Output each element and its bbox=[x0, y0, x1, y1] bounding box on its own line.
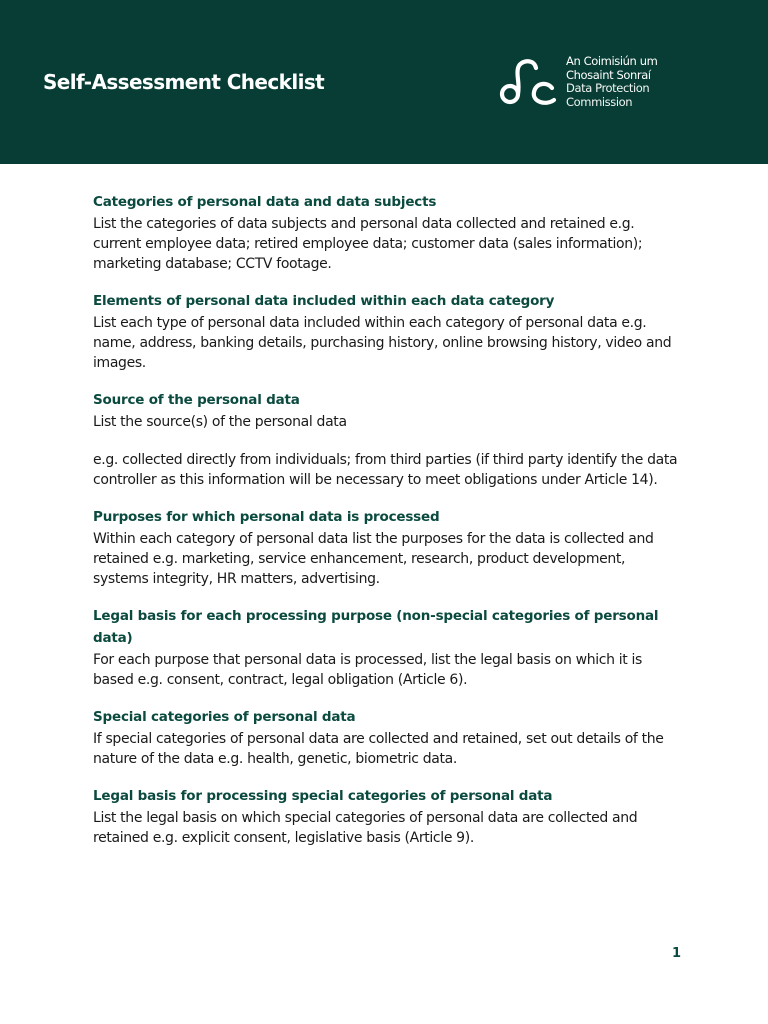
logo-line: Data Protection bbox=[566, 81, 650, 95]
page-number: 1 bbox=[671, 946, 681, 961]
section-heading: Legal basis for each processing purpose (non-special categories of personal data) bbox=[93, 608, 659, 646]
section-body: List the categories of data subjects and personal data collected and retained e.g. current employee data; retired employee data; customer data (sales information); marketing database; CCTV footage. bbox=[93, 216, 643, 272]
page-title: Self-Assessment Checklist bbox=[43, 70, 325, 94]
section-body: List the legal basis on which special categories of personal data are collected and retained e.g. explicit consent, legislative basis (Article 9). bbox=[93, 810, 638, 846]
section-heading: Purposes for which personal data is processed bbox=[93, 509, 440, 525]
section-heading: Legal basis for processing special categories of personal data bbox=[93, 788, 553, 804]
section-body: List each type of personal data included within each category of personal data e.g. name, address, banking details, purchasing history, online browsing history, video and images. bbox=[93, 315, 672, 371]
logo-line: An Coimisiún um bbox=[566, 54, 658, 68]
checklist-section bbox=[93, 191, 683, 274]
checklist-section bbox=[93, 389, 683, 490]
section-heading: Source of the personal data bbox=[93, 392, 300, 408]
section-body: Within each category of personal data list the purposes for the data is collected and retained e.g. marketing, service enhancement, research, product development, systems integrity, HR matters, advertising. bbox=[93, 531, 654, 587]
checklist-section bbox=[93, 290, 683, 373]
section-heading: Categories of personal data and data subjects bbox=[93, 194, 437, 210]
checklist-section bbox=[93, 506, 683, 589]
section-body: e.g. collected directly from individuals; from third parties (if third party identify the data controller as this information will be necessary to meet obligations under Article 14). bbox=[93, 452, 678, 488]
checklist-section bbox=[93, 785, 683, 848]
section-heading: Elements of personal data included within each data category bbox=[93, 293, 555, 309]
dpc-logo-icon bbox=[498, 54, 562, 110]
logo-line: Commission bbox=[566, 94, 633, 109]
checklist-section bbox=[93, 605, 683, 690]
section-body: List the source(s) of the personal data bbox=[93, 414, 347, 430]
checklist-section bbox=[93, 706, 683, 769]
section-heading: Special categories of personal data bbox=[93, 709, 356, 725]
section-body: If special categories of personal data are collected and retained, set out details of the nature of the data e.g. health, genetic, biometric data. bbox=[93, 731, 664, 767]
dpc-logo bbox=[498, 54, 728, 110]
dpc-logo-text bbox=[566, 55, 657, 109]
checklist-content bbox=[93, 191, 683, 864]
logo-line: Chosaint Sonraí bbox=[566, 67, 651, 82]
page-header bbox=[0, 0, 768, 164]
section-body: For each purpose that personal data is processed, list the legal basis on which it is based e.g. consent, contract, legal obligation (Article 6). bbox=[93, 652, 642, 688]
